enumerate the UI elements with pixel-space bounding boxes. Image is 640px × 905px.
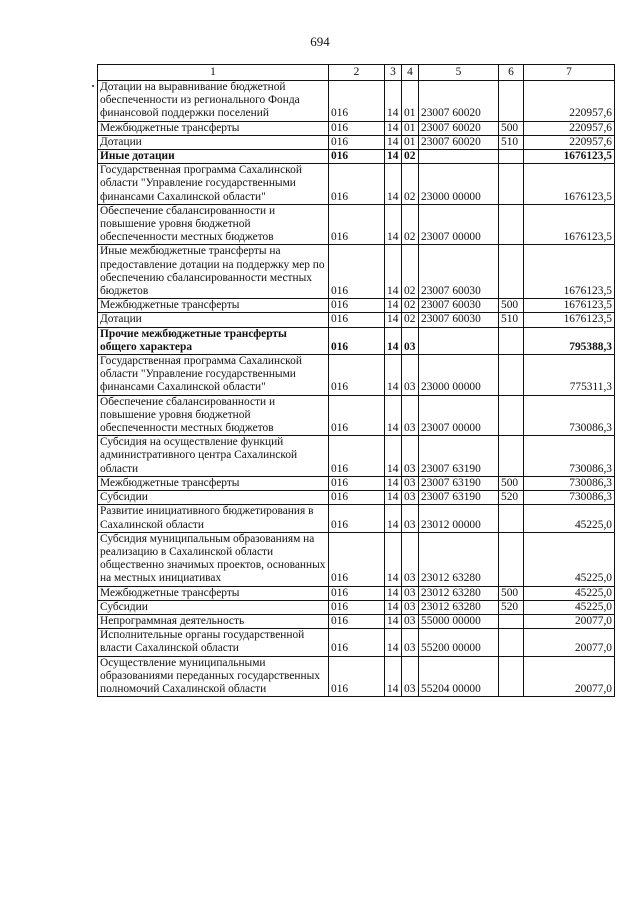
expense-type-code-cell — [499, 505, 524, 532]
table-row — [98, 395, 615, 436]
target-article-code-cell: 23007 00000 — [419, 204, 499, 245]
table-row — [98, 505, 615, 532]
section-code-cell: 14 — [385, 313, 402, 327]
target-article-code-cell: 23000 00000 — [419, 355, 499, 396]
scan-speck — [92, 85, 94, 87]
ministry-code-cell: 016 — [329, 355, 385, 396]
expense-type-code-cell — [499, 81, 524, 122]
section-code-cell: 14 — [385, 355, 402, 396]
ministry-code-cell: 016 — [329, 395, 385, 436]
expense-type-code-cell — [499, 629, 524, 656]
expense-type-code-cell — [499, 614, 524, 628]
subsection-code-cell: 03 — [402, 436, 419, 477]
target-article-code-cell: 23007 60030 — [419, 245, 499, 299]
section-code-cell: 14 — [385, 395, 402, 436]
target-article-code-cell: 23007 60020 — [419, 121, 499, 135]
section-code-cell: 14 — [385, 327, 402, 354]
section-code-cell: 14 — [385, 436, 402, 477]
subsection-code-cell: 03 — [402, 656, 419, 697]
subsection-code-cell: 01 — [402, 121, 419, 135]
expense-type-code-cell — [499, 327, 524, 354]
section-code-cell: 14 — [385, 491, 402, 505]
item-name-cell: Непрограммная деятельность — [98, 614, 329, 628]
expense-type-code-cell: 510 — [499, 135, 524, 149]
target-article-code-cell: 23007 60030 — [419, 299, 499, 313]
section-code-cell: 14 — [385, 476, 402, 490]
table-row — [98, 245, 615, 299]
subsection-code-cell: 03 — [402, 476, 419, 490]
expense-type-code-cell: 500 — [499, 586, 524, 600]
subsection-code-cell: 02 — [402, 299, 419, 313]
ministry-code-cell: 016 — [329, 299, 385, 313]
subsection-code-cell: 03 — [402, 355, 419, 396]
ministry-code-cell: 016 — [329, 656, 385, 697]
item-name-cell: Прочие межбюджетные трансферты общего характера — [98, 327, 329, 354]
subsection-code-cell: 03 — [402, 629, 419, 656]
subsection-code-cell: 03 — [402, 491, 419, 505]
target-article-code-cell: 23012 63280 — [419, 532, 499, 586]
expense-type-code-cell: 510 — [499, 313, 524, 327]
ministry-code-cell: 016 — [329, 614, 385, 628]
section-code-cell: 14 — [385, 150, 402, 164]
item-name-cell: Государственная программа Сахалинской области "Управление государственными финансами Сахалинской области" — [98, 164, 329, 205]
table-row — [98, 491, 615, 505]
expense-type-code-cell — [499, 245, 524, 299]
header-col-6: 6 — [499, 65, 524, 81]
subsection-code-cell: 02 — [402, 245, 419, 299]
amount-cell: 795388,3 — [524, 327, 615, 354]
amount-cell: 1676123,5 — [524, 245, 615, 299]
expense-type-code-cell — [499, 150, 524, 164]
subsection-code-cell: 03 — [402, 532, 419, 586]
ministry-code-cell: 016 — [329, 505, 385, 532]
table-row — [98, 586, 615, 600]
section-code-cell: 14 — [385, 164, 402, 205]
table-row — [98, 532, 615, 586]
target-article-code-cell: 23007 63190 — [419, 436, 499, 477]
target-article-code-cell: 23000 00000 — [419, 164, 499, 205]
amount-cell: 1676123,5 — [524, 299, 615, 313]
target-article-code-cell: 23007 60020 — [419, 135, 499, 149]
ministry-code-cell: 016 — [329, 327, 385, 354]
table-row — [98, 614, 615, 628]
header-row — [98, 65, 615, 81]
table-row — [98, 313, 615, 327]
table-row — [98, 476, 615, 490]
item-name-cell: Развитие инициативного бюджетирования в Сахалинской области — [98, 505, 329, 532]
expense-type-code-cell — [499, 395, 524, 436]
ministry-code-cell: 016 — [329, 491, 385, 505]
target-article-code-cell: 23012 00000 — [419, 505, 499, 532]
section-code-cell: 14 — [385, 121, 402, 135]
ministry-code-cell: 016 — [329, 586, 385, 600]
header-col-7: 7 — [524, 65, 615, 81]
section-code-cell: 14 — [385, 614, 402, 628]
table-body — [98, 81, 615, 697]
subsection-code-cell: 01 — [402, 135, 419, 149]
expense-type-code-cell — [499, 532, 524, 586]
expense-type-code-cell — [499, 656, 524, 697]
amount-cell: 220957,6 — [524, 81, 615, 122]
target-article-code-cell: 23007 60030 — [419, 313, 499, 327]
target-article-code-cell: 23012 63280 — [419, 600, 499, 614]
table-row — [98, 600, 615, 614]
section-code-cell: 14 — [385, 505, 402, 532]
section-code-cell: 14 — [385, 81, 402, 122]
amount-cell: 20077,0 — [524, 656, 615, 697]
section-code-cell: 14 — [385, 204, 402, 245]
table-row — [98, 327, 615, 354]
expense-type-code-cell: 520 — [499, 600, 524, 614]
table-row — [98, 164, 615, 205]
header-col-4: 4 — [402, 65, 419, 81]
item-name-cell: Субсидия муниципальным образованиям на реализацию в Сахалинской области общественно значимых проектов, основанных на местных инициативах — [98, 532, 329, 586]
amount-cell: 20077,0 — [524, 629, 615, 656]
subsection-code-cell: 01 — [402, 81, 419, 122]
item-name-cell: Обеспечение сбалансированности и повышение уровня бюджетной обеспеченности местных бюджетов — [98, 395, 329, 436]
ministry-code-cell: 016 — [329, 313, 385, 327]
expense-type-code-cell: 500 — [499, 476, 524, 490]
target-article-code-cell: 23007 63190 — [419, 476, 499, 490]
ministry-code-cell: 016 — [329, 81, 385, 122]
amount-cell: 220957,6 — [524, 135, 615, 149]
item-name-cell: Субсидия на осуществление функций административного центра Сахалинской области — [98, 436, 329, 477]
header-col-2: 2 — [329, 65, 385, 81]
table-row — [98, 81, 615, 122]
table-row — [98, 355, 615, 396]
expense-type-code-cell: 500 — [499, 299, 524, 313]
section-code-cell: 14 — [385, 245, 402, 299]
amount-cell: 45225,0 — [524, 586, 615, 600]
subsection-code-cell: 02 — [402, 204, 419, 245]
amount-cell: 730086,3 — [524, 476, 615, 490]
item-name-cell: Субсидии — [98, 600, 329, 614]
table-row — [98, 436, 615, 477]
table-row — [98, 135, 615, 149]
expense-type-code-cell: 520 — [499, 491, 524, 505]
table-row — [98, 656, 615, 697]
item-name-cell: Межбюджетные трансферты — [98, 476, 329, 490]
subsection-code-cell: 03 — [402, 586, 419, 600]
subsection-code-cell: 03 — [402, 505, 419, 532]
expense-type-code-cell — [499, 355, 524, 396]
ministry-code-cell: 016 — [329, 121, 385, 135]
ministry-code-cell: 016 — [329, 532, 385, 586]
subsection-code-cell: 03 — [402, 395, 419, 436]
item-name-cell: Межбюджетные трансферты — [98, 121, 329, 135]
amount-cell: 45225,0 — [524, 532, 615, 586]
header-col-1: 1 — [98, 65, 329, 81]
expense-type-code-cell — [499, 164, 524, 205]
ministry-code-cell: 016 — [329, 476, 385, 490]
target-article-code-cell: 23012 63280 — [419, 586, 499, 600]
target-article-code-cell: 55000 00000 — [419, 614, 499, 628]
amount-cell: 730086,3 — [524, 395, 615, 436]
target-article-code-cell: 23007 63190 — [419, 491, 499, 505]
expense-type-code-cell: 500 — [499, 121, 524, 135]
target-article-code-cell: 23007 00000 — [419, 395, 499, 436]
section-code-cell: 14 — [385, 299, 402, 313]
amount-cell: 730086,3 — [524, 436, 615, 477]
table-row — [98, 299, 615, 313]
amount-cell: 220957,6 — [524, 121, 615, 135]
header-col-3: 3 — [385, 65, 402, 81]
item-name-cell: Дотации — [98, 135, 329, 149]
section-code-cell: 14 — [385, 135, 402, 149]
subsection-code-cell: 03 — [402, 600, 419, 614]
budget-table — [97, 64, 615, 697]
target-article-code-cell: 55200 00000 — [419, 629, 499, 656]
item-name-cell: Обеспечение сбалансированности и повышение уровня бюджетной обеспеченности местных бюджетов — [98, 204, 329, 245]
ministry-code-cell: 016 — [329, 135, 385, 149]
item-name-cell: Межбюджетные трансферты — [98, 586, 329, 600]
target-article-code-cell — [419, 150, 499, 164]
ministry-code-cell: 016 — [329, 629, 385, 656]
section-code-cell: 14 — [385, 629, 402, 656]
section-code-cell: 14 — [385, 532, 402, 586]
table-row — [98, 629, 615, 656]
ministry-code-cell: 016 — [329, 245, 385, 299]
subsection-code-cell: 02 — [402, 164, 419, 205]
amount-cell: 1676123,5 — [524, 204, 615, 245]
item-name-cell: Дотации — [98, 313, 329, 327]
ministry-code-cell: 016 — [329, 600, 385, 614]
expense-type-code-cell — [499, 204, 524, 245]
ministry-code-cell: 016 — [329, 204, 385, 245]
item-name-cell: Дотации на выравнивание бюджетной обеспеченности из регионального Фонда финансовой поддержки поселений — [98, 81, 329, 122]
ministry-code-cell: 016 — [329, 436, 385, 477]
item-name-cell: Субсидии — [98, 491, 329, 505]
table-row — [98, 121, 615, 135]
target-article-code-cell: 55204 00000 — [419, 656, 499, 697]
page-number: 694 — [310, 34, 330, 49]
amount-cell: 1676123,5 — [524, 164, 615, 205]
item-name-cell: Осуществление муниципальными образованиями переданных государственных полномочий Сахалинской области — [98, 656, 329, 697]
target-article-code-cell — [419, 327, 499, 354]
item-name-cell: Иные дотации — [98, 150, 329, 164]
subsection-code-cell: 03 — [402, 614, 419, 628]
item-name-cell: Государственная программа Сахалинской области "Управление государственными финансами Сахалинской области" — [98, 355, 329, 396]
table-row — [98, 150, 615, 164]
section-code-cell: 14 — [385, 600, 402, 614]
item-name-cell: Исполнительные органы государственной власти Сахалинской области — [98, 629, 329, 656]
item-name-cell: Иные межбюджетные трансферты на предоставление дотации на поддержку мер по обеспечению сбалансированности местных бюджетов — [98, 245, 329, 299]
header-col-5: 5 — [419, 65, 499, 81]
ministry-code-cell: 016 — [329, 164, 385, 205]
amount-cell: 1676123,5 — [524, 313, 615, 327]
ministry-code-cell: 016 — [329, 150, 385, 164]
item-name-cell: Межбюджетные трансферты — [98, 299, 329, 313]
subsection-code-cell: 02 — [402, 150, 419, 164]
target-article-code-cell: 23007 60020 — [419, 81, 499, 122]
amount-cell: 20077,0 — [524, 614, 615, 628]
table-row — [98, 204, 615, 245]
amount-cell: 1676123,5 — [524, 150, 615, 164]
subsection-code-cell: 03 — [402, 327, 419, 354]
amount-cell: 45225,0 — [524, 600, 615, 614]
amount-cell: 45225,0 — [524, 505, 615, 532]
amount-cell: 730086,3 — [524, 491, 615, 505]
section-code-cell: 14 — [385, 656, 402, 697]
section-code-cell: 14 — [385, 586, 402, 600]
subsection-code-cell: 02 — [402, 313, 419, 327]
amount-cell: 775311,3 — [524, 355, 615, 396]
expense-type-code-cell — [499, 436, 524, 477]
